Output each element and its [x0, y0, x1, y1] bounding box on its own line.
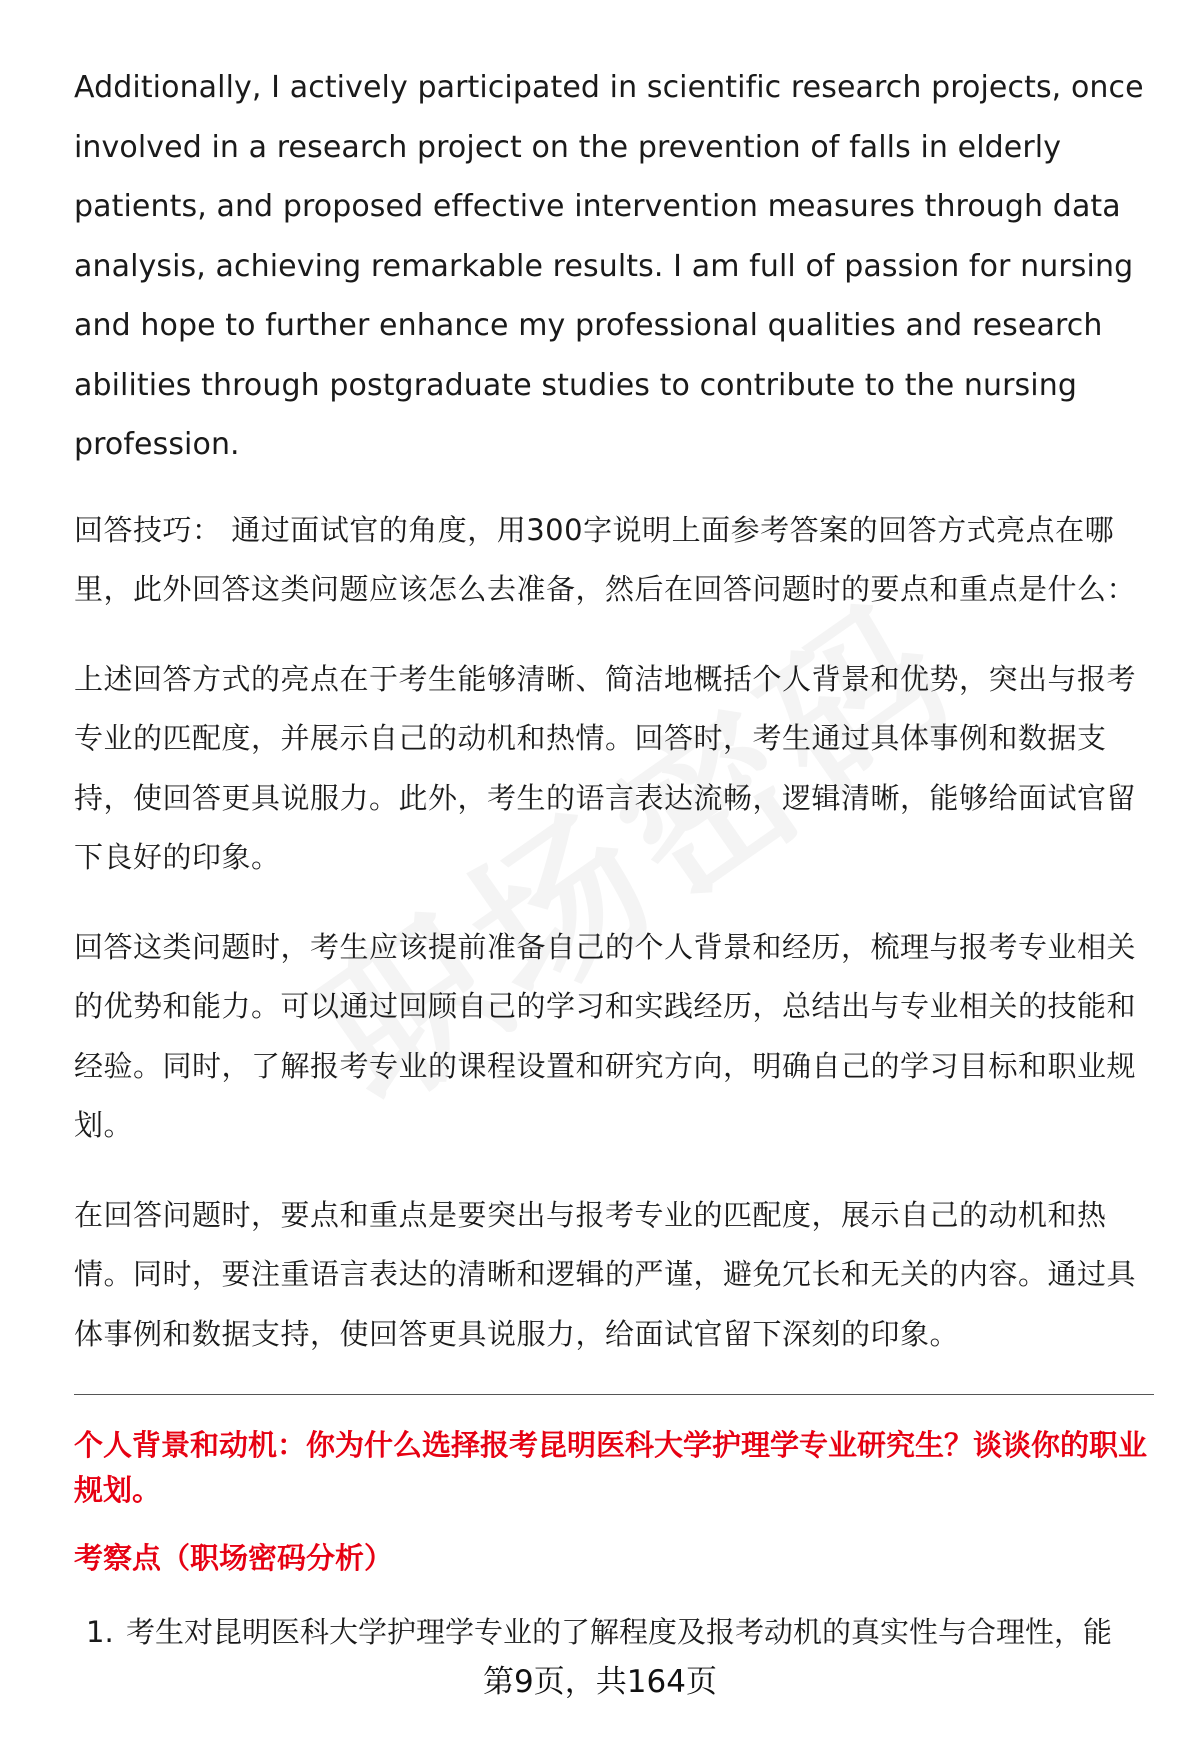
question-heading: 个人背景和动机：你为什么选择报考昆明医科大学护理学专业研究生？谈谈你的职业规划。	[74, 1428, 1148, 1507]
tips-prompt: 回答技巧： 通过面试官的角度，用300字说明上面参考答案的回答方式亮点在哪里，此外回答这类问题应该怎么去准备，然后在回答问题时的要点和重点是什么：	[74, 512, 1137, 606]
list-item-text: 考生对昆明医科大学护理学专业的了解程度及报考动机的真实性与合理性，能	[126, 1615, 1113, 1649]
section-title: 考察点（职场密码分析）	[74, 1541, 394, 1575]
section-divider	[74, 1394, 1154, 1395]
list-item	[86, 1607, 1154, 1657]
document-page	[74, 58, 1154, 1657]
answer-paragraph-2: 回答这类问题时，考生应该提前准备自己的个人背景和经历，梳理与报考专业相关的优势和能力。可以通过回顾自己的学习和实践经历，总结出与专业相关的技能和经验。同时，了解报考专业的课程设置和研究方向，明确自己的学习目标和职业规划。	[74, 929, 1137, 1142]
answer-paragraph-1: 上述回答方式的亮点在于考生能够清晰、简洁地概括个人背景和优势，突出与报考专业的匹配度，并展示自己的动机和热情。回答时，考生通过具体事例和数据支持，使回答更具说服力。此外，考生的语言表达流畅，逻辑清晰，能够给面试官留下良好的印象。	[74, 661, 1137, 874]
answer-paragraph-3: 在回答问题时，要点和重点是要突出与报考专业的匹配度，展示自己的动机和热情。同时，要注重语言表达的清晰和逻辑的严谨，避免冗长和无关的内容。通过具体事例和数据支持，使回答更具说服力，给面试官留下深刻的印象。	[74, 1197, 1137, 1351]
list-item-number: 1.	[86, 1615, 114, 1649]
page-footer: 第9页，共164页	[483, 1664, 717, 1700]
english-paragraph: Additionally, I actively participated in scientific research projects, once involved in a research project on the prevention of falls in elderly patients, and proposed effective intervention measures through data analysis, achieving remarkable results. I am full of passion for nursing and hope to further enhance my professional qualities and research abilities through postgraduate studies to contribute to the nursing profession.	[74, 70, 1144, 462]
